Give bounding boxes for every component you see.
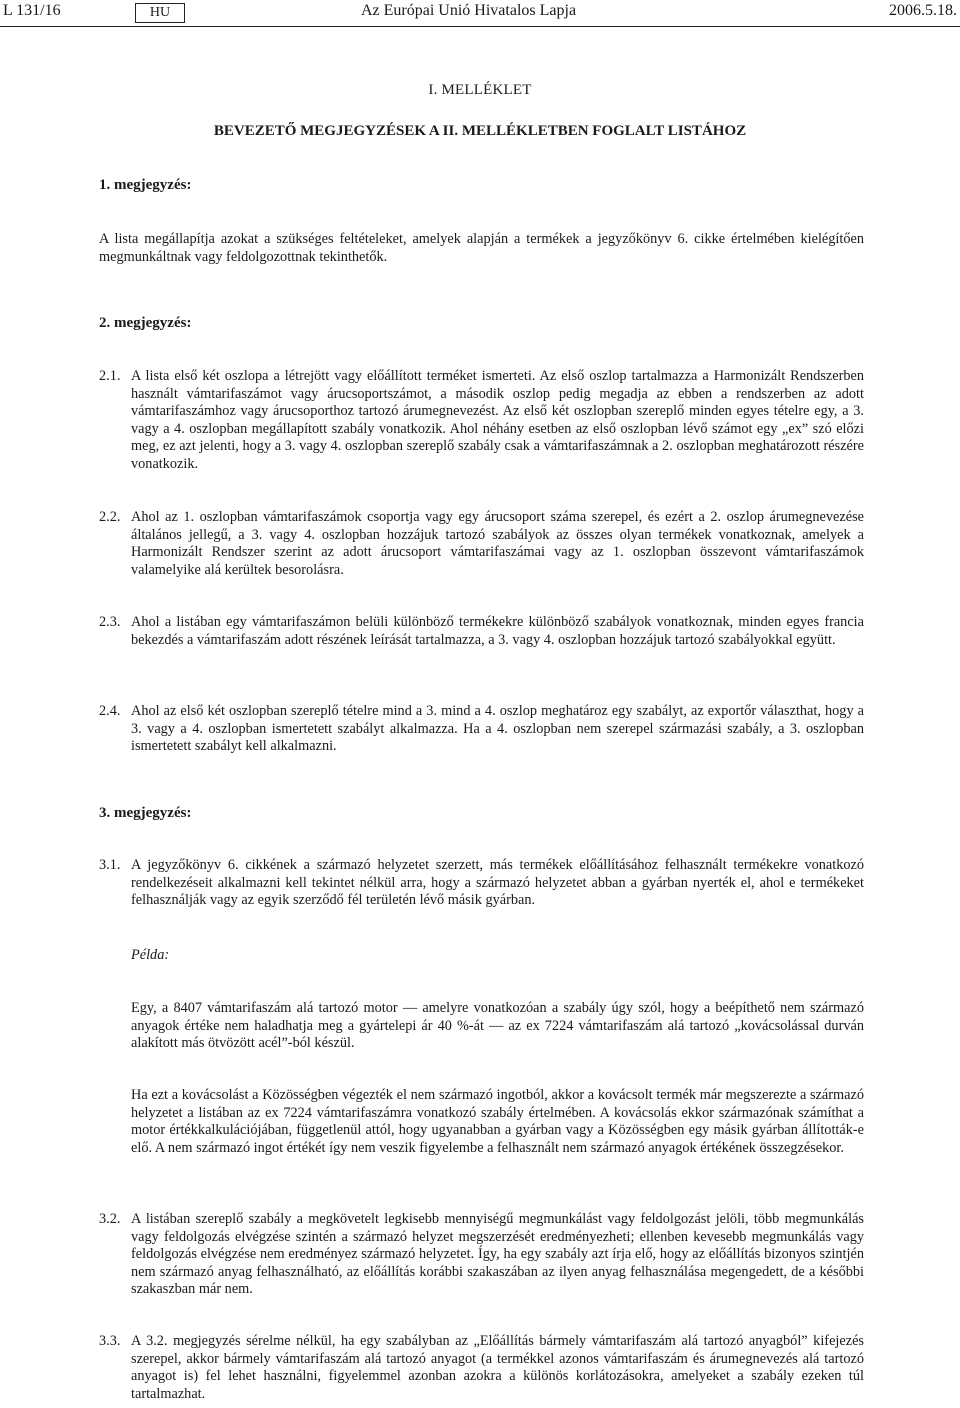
note-3-3-text: A 3.2. megjegyzés sérelme nélkül, ha egy szabályban az „Előállítás bármely vámtarifaszám alá tartozó anyagból” kifejezés szerepel, akkor bármely vámtarifaszám alá tartozó anyagot (a termékkel azonos vámtarifaszám és árumegnevezés alá tartozó anyagot is) fel lehet használni, figyelemmel azonban azokra a különös korlátozásokra, amelyeket a szabály ezeken túl tartalmazhat. <box>131 1333 864 1402</box>
note-1-heading: 1. megjegyzés: <box>99 177 192 193</box>
note-1-text: A lista megállapítja azokat a szükséges feltételeket, amelyek alapján a termékek a jegyzőkönyv 6. cikke értelmében kielégítően megmunkáltnak vagy feldolgozottnak tekinthetők. <box>99 231 864 265</box>
example-label: Példa: <box>131 947 170 963</box>
note-2-4-text: Ahol az első két oszlopban szereplő tételre mind a 3. mind a 4. oszlop meghatároz egy szabályt, az exportőr választhat, hogy a 3. vagy a 4. oszlopban ismertetett szabályt alkalmazza. Ha a 4. oszlopban nem szerepel származási szabály, a 3. oszlopban ismertetett szabályt kell alkalmazni. <box>131 703 864 755</box>
note-2-3-number: 2.3. <box>99 614 121 630</box>
page-reference: L 131/16 <box>3 2 61 19</box>
publication-date: 2006.5.18. <box>889 2 957 19</box>
note-3-3-number: 3.3. <box>99 1333 121 1349</box>
note-2-3-text: Ahol a listában egy vámtarifaszámon belüli különböző termékekre különböző szabályok vonatkoznak, minden egyes francia bekezdés a vámtarifaszám adott részének leírását tartalmazza, a 3. vagy 4. oszlopban hozzájuk tartozó szabályokkal együtt. <box>131 614 864 648</box>
note-3-2-text: A listában szereplő szabály a megkövetelt legkisebb mennyiségű megmunkálást vagy feldolgozást jelöli, több megmunkálás vagy feldolgozás elvégzése szintén a származó helyzet megszerzését eredményezheti; ellenben kevesebb megmunkálás vagy feldolgozás elvégzése nem eredményez származó helyzetet. Így, ha egy szabály azt írja elő, hogy az előállítás bizonyos szintjén nem származó anyag felhasználható, az előállítás korábbi szakaszában az ilyen anyag felhasználása megengedett, de a későbbi szakaszban már nem. <box>131 1211 864 1298</box>
note-3-2-number: 3.2. <box>99 1211 121 1227</box>
note-2-2-text: Ahol az 1. oszlopban vámtarifaszámok csoportja vagy egy árucsoport száma szerepel, és ezért a 2. oszlop árumegnevezése általános jellegű, a 3. vagy 4. oszlopban hozzájuk tartozó szabályok az összes olyan termékek vonatkoznak, amelyek a Harmonizált Rendszer szerint az adott árucsoport vámtarifaszámai vagy az 1. oszlopban összevont vámtarifaszámok valamelyike alá kerültek besorolásra. <box>131 509 864 578</box>
journal-title: Az Európai Unió Hivatalos Lapja <box>361 2 577 19</box>
example-paragraph-2: Ha ezt a kovácsolást a Közösségben végezték el nem származó ingotból, akkor a kovácsolt termék már megszerezte a származó helyzetet a listában az ex 7224 vámtarifaszámra vonatkozó szabály értelmében. A kovácsolás ekkor származónak számíthat a motor értékkalkulációjában, függetlenül attól, hogy ugyanabban a gyárban vagy a Közösségben egy másik gyárban állították-e elő. A nem származó ingot értékét így nem veszik figyelembe a felhasznált nem származó anyagok értékének összegzésekor. <box>131 1087 864 1156</box>
note-2-1-text: A lista első két oszlopa a létrejött vagy előállított terméket ismerteti. Az első oszlop tartalmazza a Harmonizált Rendszerben használt vámtarifaszámot vagy árucsoportszámot, a második oszlop pedig megadja az ebben a rendszerben az adott vámtarifaszámhoz vagy árucsoporthoz tartozó árumegnevezést. Az első két oszlopban szereplő minden egyes tételre egy, a 3. vagy a 4. oszlopban megállapított szabály vonatkozik. Ahol néhány esetben az első oszlopban lévő számot egy „ex” szó előzi meg, ez azt jelenti, hogy a 3. vagy 4. oszlopban szereplő szabály csak a vámtarifaszámnak a 2. oszlopban meghatározott részére vonatkozik. <box>131 368 864 472</box>
note-2-4-number: 2.4. <box>99 703 121 719</box>
note-3-1-text: A jegyzőkönyv 6. cikkének a származó helyzetet szerzett, más termékek előállításához felhasznált termékekre vonatkozó rendelkezéseit alkalmazni kell tekintet nélkül arra, hogy a származó helyzetet abban a gyárban nyerték el, ahol e termékeket felhasználják vagy az egyik szerződő fél területén lévő másik gyárban. <box>131 857 864 909</box>
annex-title: I. MELLÉKLET <box>428 82 532 98</box>
page-header <box>0 2 960 26</box>
note-2-heading: 2. megjegyzés: <box>99 315 192 331</box>
note-2-1-number: 2.1. <box>99 368 121 384</box>
language-box: HU <box>135 3 185 23</box>
header-rule <box>0 26 960 27</box>
note-3-1-number: 3.1. <box>99 857 121 873</box>
note-2-2-number: 2.2. <box>99 509 121 525</box>
example-paragraph-1: Egy, a 8407 vámtarifaszám alá tartozó motor — amelyre vonatkozóan a szabály úgy szól, hogy a beépíthető nem származó anyagok értéke nem haladhatja meg a gyártelepi ár 40 %-át — az ex 7224 vámtarifaszám alá tartozó „kovácsolással durván alakított más ötvözött acél”-ból készül. <box>131 1000 864 1052</box>
note-3-heading: 3. megjegyzés: <box>99 805 192 821</box>
annex-subtitle: BEVEZETŐ MEGJEGYZÉSEK A II. MELLÉKLETBEN FOGLALT LISTÁHOZ <box>213 123 747 139</box>
